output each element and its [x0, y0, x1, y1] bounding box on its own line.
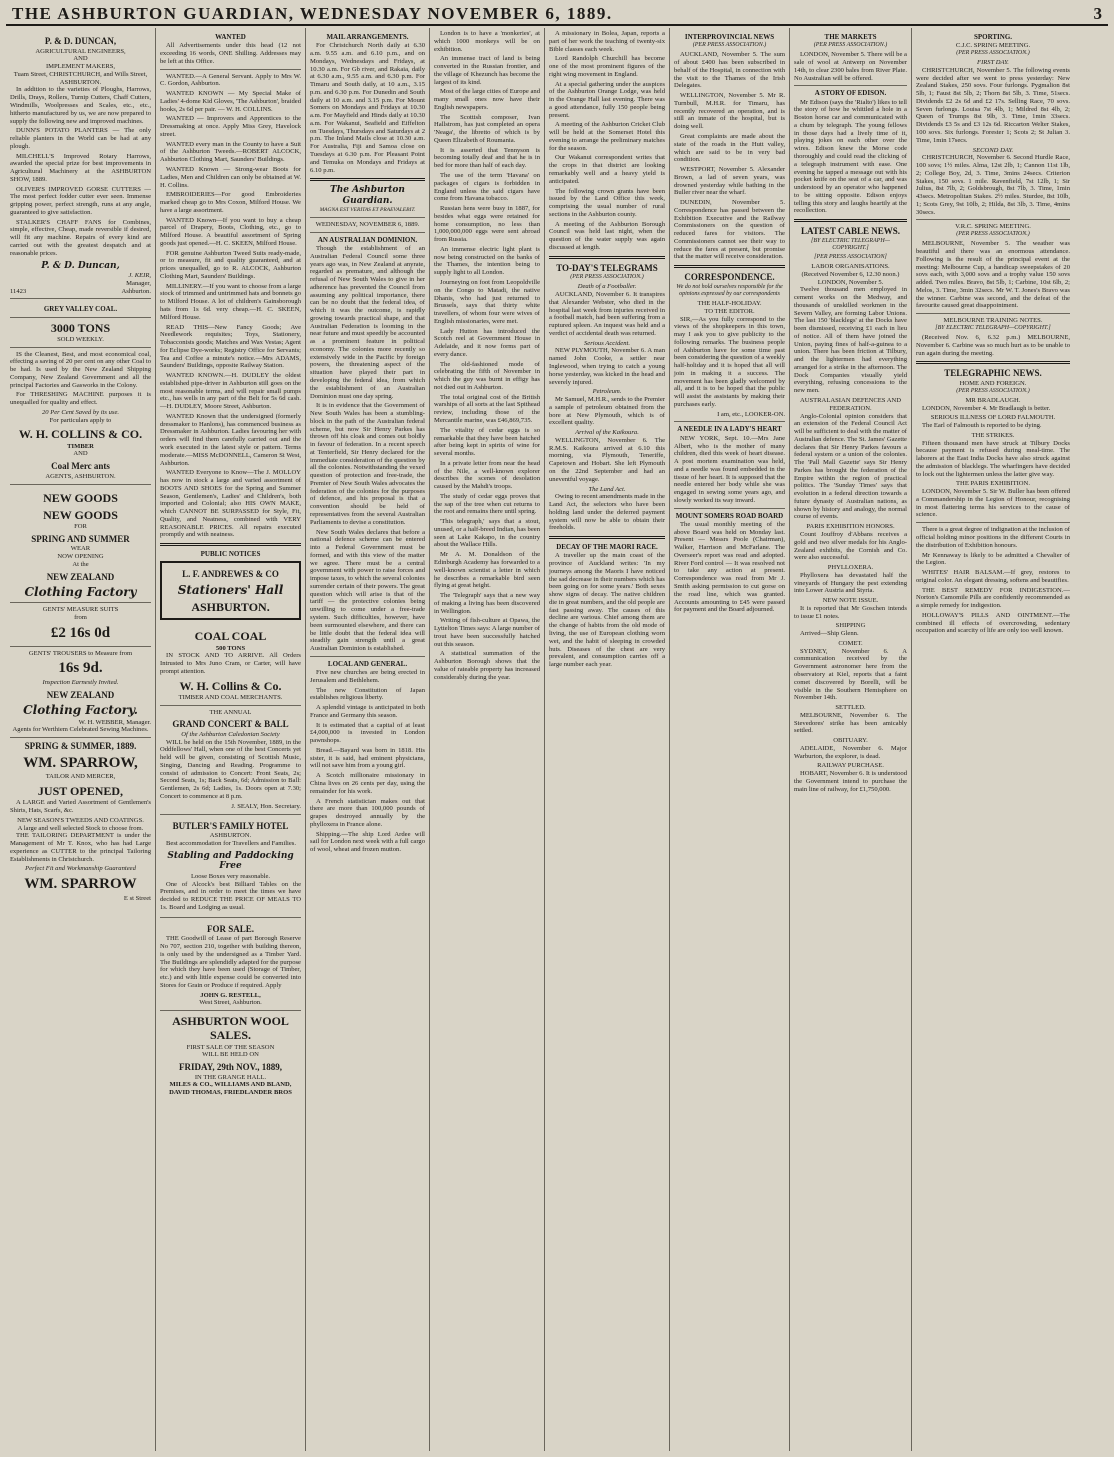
- concert-ad: [160, 706, 301, 815]
- wanted-item: WANTED Everyone to Know—The J. MOLLOY has now in stock a large and varied assortment of BOOTS AND SHOES for the Spring and Summer Season, Gentlemen's, Ladies' and Children's, both imported and Colonial; also HIS OWN MAKE, which CANNOT BE SURPASSED for Style, Fit, Quality, and Neatness, combined with VERY REASONABLE PRICES. All repairs executed promptly and with neatness.: [160, 469, 301, 539]
- small-ad: There is a great degree of indignation at the inclusion of official holding minor positions in the different Courts in the distribution of Exhibition honours.: [916, 526, 1070, 549]
- firm-item: MILCHELL'S Improved Rotary Harrows, awarded the special prize for best improvements in Agricultural Machinery at the ASHBURTON SHOW, 1889.: [10, 152, 151, 183]
- coal-sold: SOLD WEEKLY.: [57, 335, 104, 343]
- wool-firms: MILES & CO., WILLIAMS AND BLAND, DAVID THOMAS, FRIEDLANDER BROS: [169, 1081, 292, 1097]
- wanted-item: WANTED every man in the County to have a Suit of the Ashburton Tweeds.—ROBERT ALCOCK, Ashburton Clothing Mart, Saunders' Buildings.: [160, 140, 301, 164]
- notices-heading: PUBLIC NOTICES: [200, 550, 261, 559]
- column-1: [6, 28, 156, 1451]
- note-heading: NEW NOTE ISSUE.: [822, 597, 879, 605]
- paris-exhibition-body: LONDON, November 5. Sir W. Buller has been offered a Commandership in the Legion of Honour, recognising in most flattering terms his services to the cause of science.: [916, 488, 1070, 519]
- mail-heading: MAIL ARRANGEMENTS.: [326, 33, 409, 41]
- local-para: It is estimated that a capital of at least £4,000,000 is invested in London pawnshops.: [310, 721, 425, 745]
- concert-title: GRAND CONCERT & BALL: [172, 719, 289, 730]
- column-7: [790, 28, 912, 1451]
- factory-ad: [10, 485, 151, 738]
- telegram-body: Owing to recent amendments made in the Land Act, the selectors who have been holding land under the deferred payment system will now be able to obtain their freeholds.: [549, 493, 665, 532]
- firm-body: In addition to the varieties of Ploughs, Harrows, Drills, Drays, Rollers, Turnip Cutters, Chaff Cutters, Windmills, Woolpresses and Scales, etc., etc., hitherto manufactured by us, we are now prepared to supply the following new and improved machines.: [10, 86, 151, 125]
- hotel-ad: [160, 815, 301, 918]
- collins2-sub: TIMBER AND COAL MERCHANTS.: [178, 693, 283, 701]
- sparrow-guarantee: Perfect Fit and Workmanship Guaranteed: [25, 865, 136, 873]
- vrc-body: MELBOURNE, November 5. The weather was beautiful and there was an enormous attendance. Following is the result of the principal event at the meeting: Melbourne Cup, a handicap sweepstakes of 20 sovs each, with 3,000 sovs and a trophy value 150 sovs added. Two miles. Bravo, 8st 5lb, 1; Carbine, 10st 6lb, 2; Melos, 3. Time, 3min 32secs. Mr W. T. Jones's Bravo was the winner. Carbine was second, and the defeat of the favourite caused great disappointment.: [916, 240, 1070, 310]
- lead-para: New South Wales declares that before a national defence scheme can be entered into a Federal Government must be formed, and with this view of the matter we agree. There must be a central government with power to raise forces and impose taxes, to which the several colonies surrender certain of their powers. The great question which will arise is that of the tariff — the protective colonies being unwilling to come under a free-trade system. Such difficulties, however, have been surmounted elsewhere, and there can be little doubt that the federal idea will steadily gain strength until a great Australian Dominion is established.: [310, 528, 425, 653]
- cable-sub: [BY ELECTRIC TELEGRAPH—COPYRIGHT.]: [810, 237, 890, 251]
- concert-body: WILL be held on the 15th November, 1889, in the Oddfellows' Hall, when one of the best Concerts yet held will be given, consisting of Scottish Music, Singing, Dancing and Reading. Programme to consist of admission to Concert: Front Seats, 2s; Second Seats, 1s; Back Seats, 6d; Admission to Ball: Gentlemen, 2s 6d; Ladies, 1s. Doors open at 7.30; Concert to commence at 8 p.m.: [160, 738, 301, 800]
- news-para: Journeying on foot from Leopoldville on the Congo to Matadi, the native Dhanis, who had just returned to Brussels, says that thirty white travellers, of whom four were wives of English missionaries, were met.: [434, 278, 540, 325]
- news-para: Most of the large cities of Europe and many small ones now have their English newspapers.: [434, 88, 540, 111]
- wanted-item: WANTED KNOWN.—H. DUDLEY the oldest established pipe-driver in Ashburton still goes on the most reasonable terms, and will repair small pumps etc., has wells in any part of the Belt for 5s 6d cash.—H. DUDLEY, Moore Street, Ashburton.: [160, 372, 301, 411]
- settled-body: MELBOURNE, November 6. The Stevedores' strike has been amicably settled.: [794, 711, 907, 735]
- local-para: A French statistician makes out that there are more than 100,000 pounds of grapes destroyed annually by the phylloxera in France alone.: [310, 797, 425, 828]
- forsale-ad: [160, 918, 301, 1012]
- news-para: The use of the term 'Havana' on packages of cigars is forbidden in England unless the said cigars have come from Havana tobacco.: [434, 172, 540, 203]
- wanted-item: WANTED Known—If you want to buy a cheap parcel of Drapery, Boots, Clothing, etc., go to Milford House. A beautiful assortment of Spring goods just opened.—H. C. SKEEN, Milford House.: [160, 216, 301, 247]
- columns: [6, 28, 1108, 1451]
- goods-factory: Clothing Factory: [24, 585, 137, 600]
- coal-and: AND: [73, 450, 88, 458]
- labor-date: (Received November 6, 12.30 noon.) LONDON, November 5.: [801, 270, 900, 286]
- falmouth-body: The Earl of Falmouth is reported to be dying.: [922, 422, 1042, 430]
- melbourne-training-heading: MELBOURNE TRAINING NOTES.: [943, 317, 1043, 325]
- sparrow-body: A LARGE and Varied Assortment of Gentlemen's Shirts, Hats, Scarfs, &c.: [10, 799, 151, 815]
- collins2-name: W. H. Collins & Co.: [179, 678, 282, 693]
- correspondence-sig: I am, etc., LOOKER-ON.: [717, 410, 785, 418]
- needle-body: NEW YORK, Sept. 10.—Mrs Jane Albert, who is the mother of many children, died this week of heart disease. A post mortem examination was held, and a needle was found embedded in the tissue of her heart. It is supposed that the needle entered her body while she was engaged in sewing some years ago, and slowly worked its way inward.: [674, 434, 785, 504]
- local-para: Shipping.—The ship Lord Ardee will sail for London next week with a full cargo of wool, wheat and frozen mutton.: [310, 830, 425, 854]
- firm2-code: 11423: [10, 287, 27, 295]
- wanted-item: WANTED.—A General Servant. Apply to Mrs W. C. Gordon, Ashburton.: [160, 72, 301, 88]
- phylloxera-body: Phylloxera has devastated half the vineyards of Hungary the pest extending into Lower Austria and Styria.: [794, 571, 907, 595]
- concert-pre: THE ANNUAL: [209, 708, 252, 716]
- interprovincial-para: WESTPORT, November 5. Alexander Brown, a lad of seven years, was drowned yesterday while bathing in the Buller river near the wharf.: [674, 166, 785, 197]
- local-para: Bread.—Bayard was born in 1818. His sister, it is said, had eminent physicians, will not save him from a young girl.: [310, 746, 425, 770]
- stationers-name: Stationers' Hall: [177, 583, 284, 598]
- cable-sub-2: [PER PRESS ASSOCIATION]: [814, 253, 887, 260]
- interprovincial-para: WELLINGTON, November 5. Mr R. Turnbull, M.H.R. for Timaru, has recently recovered an operation, and is still an inmate of the hospital, but is doing well.: [674, 92, 785, 131]
- interprovincial-para: Great complaints are made about the state of the roads in the Hutt valley, which are said to be in very bad condition.: [674, 132, 785, 164]
- telegraphic-sub: HOME AND FOREIGN.: [959, 379, 1027, 387]
- goods-for: FOR: [74, 522, 87, 530]
- correspondence-title: THE HALF-HOLIDAY.: [697, 300, 762, 307]
- bradlaugh-body: LONDON, November 4. Mr Bradlaugh is better.: [922, 404, 1051, 412]
- sporting-sub-2: (PER PRESS ASSOCIATION.): [956, 50, 1030, 57]
- firm-sub2: IMPLEMENT MAKERS,: [45, 63, 116, 71]
- local-para: A Scotch millionaire missionary in China lives on 26 cents per day, using the remainder for his work.: [310, 772, 425, 795]
- markets-heading: THE MARKETS: [824, 33, 877, 41]
- labor-body: Twelve thousand men employed in cement works on the Medway, and thousands of unskilled workmen in the Severn Valley, are forming Labor Unions. The last 150 'blacklegs' at the Docks have been dismissed, receiving £1 each in lieu of notice. All of them have joined the Union, paying fines of half-a-guinea to a union. There has been friction at Tilbury, and the lightermen had everything arranged for a strike in the afternoon. The Dock Companies visually yield everything, refusing concessions to the new men.: [794, 286, 907, 395]
- small-ad: WHITES' HAIR BALSAM.—If grey, restores to original color. An elegant dressing, softens and beautifies.: [916, 569, 1070, 584]
- railway-heading: RAILWAY PURCHASE.: [817, 762, 884, 770]
- shipping-body: Arrived—Ship Glenn.: [800, 630, 859, 638]
- news-para: At a special gathering under the auspices of the Ashburton Orange Lodge, was held in the Orange Hall last evening. There was a good attendance, fully 150 people being present.: [549, 80, 665, 119]
- strikes-heading: THE STRIKES.: [971, 431, 1015, 439]
- goods-now: NOW OPENING: [57, 553, 104, 560]
- concert-sig: J. SEALY, Hon. Secretary.: [231, 802, 301, 810]
- sparrow-season: SPRING & SUMMER, 1889.: [24, 741, 137, 752]
- correspondence-heading: CORRESPONDENCE.: [684, 272, 775, 283]
- duncan-ad: [10, 30, 151, 299]
- labor-heading: LABOR ORGANISATIONS.: [811, 262, 890, 270]
- markets-sub: (PER PRESS ASSOCIATION.): [813, 42, 888, 49]
- sparrow-name: WM. SPARROW,: [23, 754, 138, 771]
- sparrow-stock: A large and well selected Stock to choose from.: [17, 824, 144, 832]
- goods-season: SPRING AND SUMMER: [31, 533, 130, 544]
- wanted-item: WANTED KNOWN — My Special Make of Ladies' 4-dome Kid Gloves, 'The Ashburton', braided hooks, 2s 6d per pair. — W. H. COLLINS.: [160, 90, 301, 113]
- paris-body: Count Jouffroy d'Abbans receives a gold and two silver medals for his Anglo-Zealand exhibits, the Cornish and Co. were also successful.: [794, 531, 907, 562]
- settled-heading: SETTLED.: [835, 704, 866, 712]
- news-para: A meeting of the Ashburton Cricket Club will be held at the Somerset Hotel this evening to arrange the preliminary matches for the season.: [549, 121, 665, 152]
- vrc-sub: (PER PRESS ASSOCIATION.): [956, 231, 1030, 238]
- edison-heading: A STORY OF EDISON.: [814, 89, 887, 98]
- sparrow-ad: [10, 741, 151, 903]
- wool-ad: [160, 1014, 301, 1097]
- column-2: [156, 28, 306, 1451]
- news-para: A statistical summation of the Ashburton Borough shows that the value of rateable property has increased considerably during the year.: [434, 650, 540, 681]
- lead-para: It is in evidence that the Government of New South Wales has been a stumbling-block in the path of the Australian federal scheme, but now Sir Henry Parkes has thrown off his cloak and comes out boldly in favour of federation. In a recent speech at Tenterfield, Sir Henry declared for the immediate consideration of the question by all the colonies. Notwithstanding the vexed question of protection and free-trade, the Premier of New South Wales advocates the federation of the colonies for the purposes of defence, and his proposal is that a convention should be held of representatives from the several Australian Parliaments to devise a constitution.: [310, 402, 425, 526]
- falmouth-heading: SERIOUS ILLNESS OF LORD FALMOUTH.: [930, 414, 1056, 422]
- obituary-heading: OBITUARY.: [833, 737, 868, 745]
- news-para: An immense tract of land is being converted in the Russian frontier, and the village of Khezunch has become the largest of its kind.: [434, 55, 540, 86]
- paper-motto: MAGNA EST VERITAS ET PRAEVALEBIT.: [319, 207, 416, 214]
- local-para: The new Constitution of Japan establishes religious liberty.: [310, 686, 425, 702]
- coal-note: 20 Per Cent Saved by its use.: [41, 408, 120, 416]
- markets-body: LONDON, November 5. There will be a sale of wool at Antwerp on November 14th, to clear 2300 bales from River Plate. No Australian will be offered.: [794, 51, 907, 82]
- sporting-sub: C.J.C. SPRING MEETING.: [955, 42, 1031, 50]
- lead-heading: AN AUSTRALIAN DOMINION.: [317, 235, 418, 244]
- wanted-item: WANTED Known — Strong-wear Boots for Ladies, Men and Children can only be obtained at W. H. Collins.: [160, 165, 301, 189]
- wool-held: WILL BE HELD ON: [202, 1051, 259, 1059]
- news-para: The total original cost of the British warships of all sorts at the last Spithead review, including those of the Mercantile marine, was £46,869,735.: [434, 393, 540, 424]
- interprovincial-para: DUNEDIN, November 5. Correspondence has passed between the Exhibition Executive and the Railway Commissioners on the question of reduced fares for visitors. The Commissioners cannot see their way to reduce the fares at present, but promise that the matter will receive consideration.: [674, 199, 785, 261]
- column-8: [912, 28, 1074, 1451]
- news-para: Lord Randolph Churchill has become one of the most prominent figures of the right wing movement in England.: [549, 55, 665, 78]
- interprovincial-para: AUCKLAND, November 5. The sum of about £400 has been subscribed in behalf of the Hospital, in connection with the visit to the Thames of the Irish Delegates.: [674, 51, 785, 90]
- coal-firm: W. H. COLLINS & CO.: [18, 427, 143, 442]
- firm2-manager-role: Manager,: [126, 279, 151, 287]
- stationers-ad: [160, 561, 301, 620]
- paris-heading: PARIS EXHIBITION HONORS.: [806, 523, 895, 531]
- telegraphic-heading: TELEGRAPHIC NEWS.: [944, 368, 1042, 379]
- suits-price: £2 16s 0d: [50, 624, 111, 641]
- firm2-name: P. & D. Duncan,: [41, 260, 120, 271]
- phylloxera-heading: PHYLLOXERA.: [827, 564, 874, 572]
- melbourne-training-body: (Received Nov. 6, 6.32 p.m.) MELBOURNE, November 6. Carbine was so much hurt as to be unable to run again during the meeting.: [916, 333, 1070, 357]
- local-para: A splendid vintage is anticipated in both France and Germany this season.: [310, 704, 425, 719]
- comet-body: SYDNEY, November 6. A communication received by the Government astronomer here from the observatory at Kiel, reports that a faint comet discovered by Borelli, will be visible in the Southern Hemisphere on November 14th.: [794, 647, 907, 702]
- masthead: [6, 4, 1108, 26]
- firm-address: Tuam Street, CHRISTCHURCH, and Wills Street, ASHBURTON.: [13, 70, 148, 86]
- sparrow-tweeds: NEW SEASON'S TWEEDS AND COATINGS.: [17, 816, 144, 824]
- goods-heading-2: NEW GOODS: [43, 507, 118, 522]
- telegram-heading: Petroleum.: [592, 388, 622, 396]
- local-para: Five new churches are being erected in Jerusalem and Bethlehem.: [310, 669, 425, 684]
- lead-para: Though the establishment of an Australian Federal Council some three years ago was, in New Zealand at anyrate, regarded as premature, and although the refusal of New South Wales to give in her adherence has prevented the Council from assuming any political importance, there can be no doubt that the federal idea, of which it was the outcome, is rapidly growing towards practical shape, and that Australian Federation is looming in the near future and must speedily be accounted as a prominent feature in political economy. The colonies more recently so extensively wide in the Pacific by foreign powers, the threatening aspect of the situation have played their part in developing the federal idea, from which the establishment of an Australian Dominion must one day spring.: [310, 244, 425, 400]
- wanted-intro: All Advertisements under this head (12 not exceeding 16 words, ONE Shilling. Addresses may be left at this Office.: [160, 42, 301, 65]
- small-ad: HOLLOWAY'S PILLS AND OINTMENT.—The combined ill effects of overcrowding, sedentary occupation and scarcity of life are only too well known.: [916, 611, 1070, 635]
- telegraphic-sub-2: (PER PRESS ASSOCIATION.): [956, 387, 1030, 394]
- paper-logo: The Ashburton Guardian.: [330, 185, 405, 206]
- melbourne-training-sub: [BY ELECTRIC TELEGRAPH—COPYRIGHT.]: [935, 324, 1051, 331]
- vrc-heading: V.R.C. SPRING MEETING.: [955, 223, 1031, 231]
- sparrow-tailoring: THE TAILORING DEPARTMENT is under the Management of Mr T. Knox, who has had Large experience as CUTTER to the principal Tailoring Establishments in Christchurch.: [10, 832, 151, 863]
- maori-heading: DECAY OF THE MAORI RACE.: [556, 543, 658, 552]
- mail-body: For Christchurch North daily at 6.30 a.m. 9.55 a.m. and 6.10 p.m., and on Mondays, Wednesdays and Fridays, at 10.30 a.m. For Gb river, and Rakaia, daily at 6.30 a.m., 9.55 a.m. and 6.30 p.m. For Timaru and South daily, at 10 a.m., 3.15 p.m. and 6.30 p.m. For Dunedin and South daily at 10 a.m. and 3.15 p.m. For Mount Somers on Mondays and Fridays at 10.30 a.m. For Mayfield and Hinds daily at 10.30 a.m. For Wakanui, Seafield and Eiffelton on Tuesdays, Thursdays and Saturdays at 2 p.m. The Inland Mails close at 10.30 a.m. For Australia, Fiji and Samoa close on Tuesdays at 6.30 p.m. For Pleasant Point and Temuka on Mondays and Fridays at 6.10 p.m.: [310, 42, 425, 174]
- sparrow-address: E st Street: [123, 894, 151, 902]
- mount-body: The usual monthly meeting of the above Board was held on Monday last. Present — Messrs Poole (Chairman), Walker, Harrison and McFarlane. The Overseer's report was read and adopted. River Ford control — It was resolved not to take any action at present. Correspondence was read from Mr J. Smith asking permission to cut gorse on the road line, which was granted. Accounts amounting to £45 were passed for payment and the Board adjourned.: [674, 520, 785, 614]
- news-para: It is asserted that Tennyson is becoming totally deaf and that he is in bed for more than half of each day.: [434, 146, 540, 170]
- hotel-town: ASHBURTON.: [209, 832, 252, 840]
- news-para: The 'Telegraph' says that a new way of making a living has been discovered in Wellington.: [434, 592, 540, 615]
- coal2-body: IN STOCK AND TO ARRIVE. All Orders Intrusted to Mrs Juno Cram, or Carter, will have prompt attention.: [160, 652, 301, 675]
- column-5: [545, 28, 670, 1451]
- wool-first: FIRST SALE OF THE SEASON: [186, 1043, 275, 1051]
- stabling-body: One of Alcock's best Billiard Tables on the Premises, and in order to meet the times we have decided to REDUCE THE PRICE OF MEALS TO 1s. Board and Lodging as usual.: [160, 880, 301, 911]
- edison-body: Mr Edison (says the 'Rialto') likes to tell the story of how he whittled a hole in a Boston horse car and communicated with a chum by telegraph. The young fellows in those days had a lively time of it, playing jokes on each other over the wires. Edison knew the Morse code thoroughly and could read the clicking of a telegraph instrument with ease. One evening he tapped a message out with his pocket knife on the seat of a car, and was understood by an operator who happened to be sitting opposite. Edison enjoys telling this story and laughs heartily at the recollection.: [794, 98, 907, 215]
- factory-manager: W. H. WEBBER, Manager.: [78, 718, 151, 726]
- railway-body: HOBART, November 6. It is understood the Government intend to purchase the main line of railway, for £1,750,000.: [794, 770, 907, 793]
- andrewes-name: L. F. ANDREWES & CO: [182, 569, 279, 580]
- coal-ad-2: [160, 623, 301, 705]
- telegram-body: WELLINGTON, November 6. The R.M.S. Kaikoura arrived at 6.10 this morning, via Plymouth, Teneriffe, Capetown and Hobart. She left Plymouth on the 22nd September and had an uneventful voyage.: [549, 436, 665, 483]
- inspect-note: Inspection Earnestly Invited.: [42, 678, 119, 686]
- coal2-heading: COAL COAL: [194, 629, 267, 644]
- wool-date: FRIDAY, 29th NOV., 1889,: [179, 1062, 282, 1073]
- shipping-heading: SHIPPING: [835, 622, 866, 630]
- news-para: The vitality of cedar eggs is so remarkable that they have been hatched after being kept in spirits of wine for several months.: [434, 426, 540, 458]
- telegram-heading: Death of a Footballer.: [577, 283, 637, 291]
- telegrams-heading: TO-DAY'S TELEGRAMS: [556, 262, 658, 273]
- stabling-heading: Stabling and Paddocking Free: [167, 850, 294, 872]
- news-para: 'This telegraph,' says that a stout, unused, or a half-breed Indian, has been seen at Lake Kakapo, in the country about the Wallace Hills.: [434, 518, 540, 549]
- sporting-heading: SPORTING.: [973, 33, 1013, 41]
- suits-from: from: [74, 614, 87, 622]
- comet-heading: COMET.: [838, 639, 863, 647]
- factory-agents: Agents for Werthiem Celebrated Sewing Machines.: [12, 726, 149, 734]
- sporting-body: CHRISTCHURCH, November 5. The following events were decided after we went to press yesterday: New Zealand Stakes, 250 sovs. Four furlongs. Pygmalion 8st 5lb, 1; Faust 8st 5lb, 2; Thorn 8st 5lb, 3. Time, 51secs. Dividends £2 2s 6d and £2 17s. Selling Race, 70 sovs. Seven furlongs. Louisa 7st 4lb, 1; Mildred 8st 4lb, 2; Queen of Trumps 8st 9lb, 3. Time, 1min 33secs. Dividends £3 5s and £3 12s 6d. Riccarton Welter Stakes, 100 sovs. Six furlongs. Forester 1; Scots 2; St Julian 3. Time, 1min 17secs.: [916, 66, 1070, 144]
- sparrow-footer: WM. SPARROW: [24, 876, 137, 893]
- sporting-day-2: SECOND DAY.: [972, 146, 1014, 154]
- goods-wear: WEAR: [70, 545, 91, 553]
- news-para: Mr A. M. Donaldson of the Edinburgh Academy has forwarded to a well-known scientist a letter in which he describes a remarkable bird seen flying at great height.: [434, 551, 540, 590]
- telegram-heading: Serious Accident.: [583, 339, 631, 347]
- wanted-heading: WANTED: [215, 33, 246, 41]
- wanted-item: EMBROIDERIES—For good Embroideries marked cheap go to Mrs Coxon, Milford House. We have a large assortment.: [160, 191, 301, 214]
- wanted-item: READ THIS—New Fancy Goods; Ave Needlework requisites; Toys, Stationery, Tobacconists goods; Matches and Wax Vestas; Agent for Eclipse Dye-works; Registry Office for Servants; Tea and Coffee a minute's notice.—Mrs ADAMS, Saunders' Buildings, opposite Railway Station.: [160, 323, 301, 370]
- firm-item: DUNN'S POTATO PLANTERS — The only reliable planters in the World can be had at any plough.: [10, 127, 151, 150]
- maori-body: A traveller up the main coast of the province of Auckland writes: 'In my journeys among the Maoris I have noticed the sad decrease in their numbers which has been going on for some years.' Both sexes show signs of decay. The native children die in great numbers, and the old people are fast passing away. The causes of this decline are various. Chief among them are the change of habits from the old mode of living, the use of European clothing worn wet, and the habit of sleeping in crowded huts. Diseases of the chest are very prevalent, and consumption carries off a large number each year.: [549, 552, 665, 669]
- news-para: The old-fashioned mode of celebrating the fifth of November in which the guy was burnt in effigy has not died out in Ashburton.: [434, 360, 540, 391]
- firm-item: STALKER'S CHAFF FANS for Combines, simple, effective, Cheap, made reversible if desired, will fit any machine. Repairs of every kind are carried out with the greatest despatch and at reasonable prices.: [10, 218, 151, 257]
- forsale-sig: JOHN G. RESTELL,: [200, 991, 261, 999]
- paris-exhibition-heading: THE PARIS EXHIBITION.: [956, 480, 1030, 488]
- wool-heading: ASHBURTON WOOL SALES.: [172, 1014, 289, 1043]
- news-para: The Scottish composer, Ivan Hallstrom, has just completed an opera 'Neaga', the libretto of which is by Queen Elizabeth of Roumania.: [434, 113, 540, 144]
- telegram-body: Mr Samuel, M.H.R., sends to the Premier a sample of petroleum obtained from the bore at New Plymouth, which is of excellent quality.: [549, 396, 665, 427]
- news-para: Russian hens were busy in 1887, for besides what eggs were retained for home consumption, no less than 1,000,000,000 eggs were sent abroad from Russia.: [434, 205, 540, 244]
- correspondence-note: We do not hold ourselves responsible for the opinions expressed by our correspondents: [676, 283, 783, 297]
- sporting-day: FIRST DAY.: [977, 59, 1009, 67]
- telegram-heading: The Land Act.: [588, 485, 626, 493]
- firm-and: AND: [73, 55, 88, 63]
- firm2-manager: J. KEIR,: [128, 272, 151, 280]
- interprovincial-heading: INTERPROVINCIAL NEWS: [684, 33, 775, 41]
- stabling-sub: Loose Boxes very reasonable.: [190, 872, 271, 880]
- concert-sub: Of the Ashburton Caledonian Society: [181, 730, 280, 738]
- goods-at: At the: [72, 560, 89, 568]
- firm-name: P. & D. DUNCAN,: [44, 36, 117, 46]
- telegram-heading: Arrival of the Kaikoura.: [575, 429, 639, 437]
- hotel-body: Best accommodation for Travellers and Families.: [166, 839, 297, 847]
- bradlaugh-heading: MR BRADLAUGH.: [965, 396, 1021, 404]
- factory-nz: NEW ZEALAND: [46, 689, 115, 700]
- coal-timber: TIMBER: [67, 442, 94, 450]
- news-para: An immense electric light plant is now being constructed on the banks of the Thames, the intention being to supply light to all London.: [434, 245, 540, 277]
- wanted-item: FOR genuine Ashburton Tweed Suits ready-made, or to measure, fit and quality guaranteed, and at prices unequalled, go to R. ALCOCK, Ashburton Clothing Mart, Saunders' Buildings.: [160, 249, 301, 280]
- firm-item: OLIVER'S IMPROVED GORSE CUTTERS — The most perfect fodder cutter ever seen. Immense gripping power, perfect strength, runs at any angle, guaranteed to give satisfaction.: [10, 185, 151, 216]
- factory-name: Clothing Factory.: [23, 703, 138, 718]
- sporting-body-2: CHRISTCHURCH, November 6. Second Hurdle Race, 100 sovs; 1½ miles. Alma, 12st 2lb, 1; Cannon 11st 1lb, 2; College Boy, 2d, 3. Time, 3mins 24secs. Criterion Stakes, 150 sovs. 1 mile. Ravenfield, 7st 12lb, 1; Sir Julius, 8st 7lb, 2; Goldsbrough, 8st 7lb, 3. Time, 1min 43secs. Metropolitan Stakes. 2½ miles. Sturdee, 8st 10lb, 1; Scots Grey, 9st 10lb, 2; Hilda, 8st 3lb, 3. Time, 4mins 30secs.: [916, 154, 1070, 216]
- correspondence-body: SIR,—As you fully correspond to the views of the shopkeepers in this town, may I ask you to give publicity to the following remarks. The business people of Ashburton have for some time past been considering the question of a weekly half-holiday and it is hoped that all will join in making it a success. The movement has been gladly welcomed by all, and it is to be hoped that the public will assist the assistants by making their purchases early.: [674, 315, 785, 408]
- interprovincial-sub: (PER PRESS ASSOCIATION.): [692, 42, 767, 49]
- news-para: Lady Hutton has introduced the Scotch reel at Government House in Adelaide, and it now forms part of every dance.: [434, 327, 540, 358]
- news-para: A missionary in Bolea, Japan, reports a part of her work the teaching of twenty-six Bible classes each week.: [549, 30, 665, 53]
- small-ad: Mr Kennaway is likely to be admitted a Chevalier of the Legion.: [916, 551, 1070, 567]
- austral-body: Anglo-Colonial opinion considers that an extension of the Federal Council Act will be sufficient to deal with the matter of Australian defence. The St. James' Gazette declares that Sir Henry Parkes favours a federal system or a union of the colonies. The 'Pall Mall Gazette' says Sir Henry Parkes has brought the federation of the Empire within the region of practical politics. The 'Sunday Times' says that evolution in a federal direction towards a future dynasty of Australian nations, as shown by history and analogy, the normal course of events.: [794, 412, 907, 521]
- forsale-body: THE Goodwill of Lease of part Borough Reserve No 707, section 210, together with building thereon, is only used by the undersigned as a Timber Yard. The Buildings are splendidly adapted for the purpose for which they have been used (Storage of Timber, etc.) and with little expense could be converted into Stores for Grain or Produce if required. Apply: [160, 935, 301, 989]
- news-para: Writing of fish-culture at Opawa, the Lyttelton Times says: A large number of trout have been successfully hatched out this season.: [434, 617, 540, 648]
- coal-tons: 3000 TONS: [50, 320, 111, 335]
- coal-title: GREY VALLEY COAL.: [43, 305, 118, 314]
- coal-body: IS the Cleanest, Best, and most economical coal, effecting a saving of 20 per cent on any other Coal to be had. Is used by the New Zealand Shipping Company, New Zealand Government and all the principal Factories and Gasworks in the Colony.: [10, 350, 151, 389]
- correspondence-to: TO THE EDITOR.: [704, 307, 755, 315]
- coal-agents: AGENTS, ASHBURTON.: [45, 472, 116, 480]
- news-para: In a private letter from near the head of the Nile, a well-known explorer describes the scenes of desolation caused by the Mahdi's troops.: [434, 459, 540, 491]
- hotel-name: BUTLER'S FAMILY HOTEL: [172, 820, 289, 831]
- austral-heading: AUSTRALASIAN DEFENCES AND FEDERATION.: [799, 396, 902, 412]
- local-heading: LOCAL AND GENERAL.: [327, 659, 408, 668]
- sparrow-open: JUST OPENED,: [37, 784, 124, 799]
- mount-heading: MOUNT SOMERS ROAD BOARD: [675, 511, 784, 520]
- note-body: It is reported that Mr Goschen intends to issue £1 notes.: [794, 604, 907, 620]
- column-3: [306, 28, 430, 1451]
- cable-heading: LATEST CABLE NEWS.: [801, 226, 900, 237]
- page-number: 3: [1093, 4, 1102, 23]
- masthead-title: THE ASHBURTON GUARDIAN, WEDNESDAY NOVEMBER 6, 1889.: [12, 4, 613, 23]
- firm2-town: Ashburton.: [121, 287, 151, 295]
- telegrams-sub: (PER PRESS ASSOCIATION.): [570, 274, 644, 281]
- column-4: [430, 28, 545, 1451]
- strikes-body: Fifteen thousand men have struck at Tilbury Docks because payment is refused during meal-time. The laborers at the East India Docks have also struck against the admission of blacklegs. The wharfingers have decided to lock out the lightermen unless the latter give way.: [916, 439, 1070, 478]
- wanted-item: WANTED — Improvers and Apprentices to the Dressmaking at once. Apply Miss Grey, Havelock street.: [160, 115, 301, 138]
- needle-heading: A NEEDLE IN A LADY'S HEART: [677, 425, 782, 434]
- news-para: Our Wakanui correspondent writes that the crops in that district are looking remarkably well and a heavy yield is anticipated.: [549, 154, 665, 185]
- forsale-address: West Street, Ashburton.: [199, 999, 262, 1007]
- obituary-body: ADELAIDE, November 6. Major Warburton, the explorer, is dead.: [794, 744, 907, 760]
- news-para: The study of cedar eggs proves that the sap of the tree when cut returns to the root and remains there until spring.: [434, 492, 540, 516]
- coal-thresh: For THRESHING MACHINE purposes it is unequalled for quality and effect.: [10, 391, 151, 407]
- telegram-body: NEW PLYMOUTH, November 6. A man named John Cooke, a settler near Inglewood, when trying to catch a young horse yesterday, was kicked in the head and severely injured.: [549, 347, 665, 386]
- wool-place: IN THE GRANGE HALL.: [194, 1073, 267, 1081]
- news-para: London is to have a 'monkeries', at which 1000 monkeys will be on exhibition.: [434, 30, 540, 53]
- coal-apply: For particulars apply to: [49, 416, 112, 424]
- news-para: A meeting of the Ashburton Borough Council was held last night, when the question of the water supply was again discussed at length.: [549, 220, 665, 251]
- suits-label: GENTS' MEASURE SUITS: [42, 606, 119, 614]
- goods-nz: NEW ZEALAND: [46, 571, 115, 582]
- small-ad: THE BEST REMEDY FOR INDIGESTION.—Norton's Camomile Pills are confidently recommended as a simple remedy for indigestion.: [916, 586, 1070, 610]
- trousers-price: 16s 9d.: [58, 660, 103, 677]
- column-6: [670, 28, 790, 1451]
- coal-ad: [10, 299, 151, 484]
- stationers-town: ASHBURTON.: [191, 600, 270, 615]
- telegram-body: AUCKLAND, November 6. It transpires that Alexander Webster, who died in the hospital last week from injuries received in a football match, had been suffering from a ruptured spleen. An inquest was held and a verdict of accidental death was returned.: [549, 291, 665, 337]
- trousers-label: GENTS' TROUSERS to Measure from: [28, 649, 133, 657]
- paper-dateline: WEDNESDAY, NOVEMBER 6, 1889.: [315, 220, 420, 228]
- firm-sub: AGRICULTURAL ENGINEERS,: [35, 47, 126, 55]
- sparrow-role: TAILOR AND MERCER,: [45, 773, 116, 781]
- news-para: The following crown grants have been issued by the Land Office this week, comprising the usual number of rural sections in the Ashburton county.: [549, 187, 665, 218]
- coal-merchants: Coal Merc ants: [51, 461, 110, 472]
- coal2-tons: 500 TONS: [215, 644, 246, 652]
- wanted-item: WANTED Known that the undersigned (formerly dressmaker to Hanlons), has commenced business as Dressmaker in Ashburton. Ladies favouring her with orders will find them carefully carried out and the work executed in the latest style or pattern. Terms moderate.—MISS McDONNELL, Cameron St West, Ashburton.: [160, 412, 301, 467]
- wanted-item: MILLINERY.—If you want to choose from a large stock of trimmed and untrimmed hats and bonnets go to Milford House. A lot of children's Gainsborough hats from 1s 6d. very cheap.—H. C. SKEEN, Milford House.: [160, 282, 301, 321]
- goods-heading: NEW GOODS: [43, 490, 118, 505]
- forsale-heading: FOR SALE.: [206, 923, 254, 934]
